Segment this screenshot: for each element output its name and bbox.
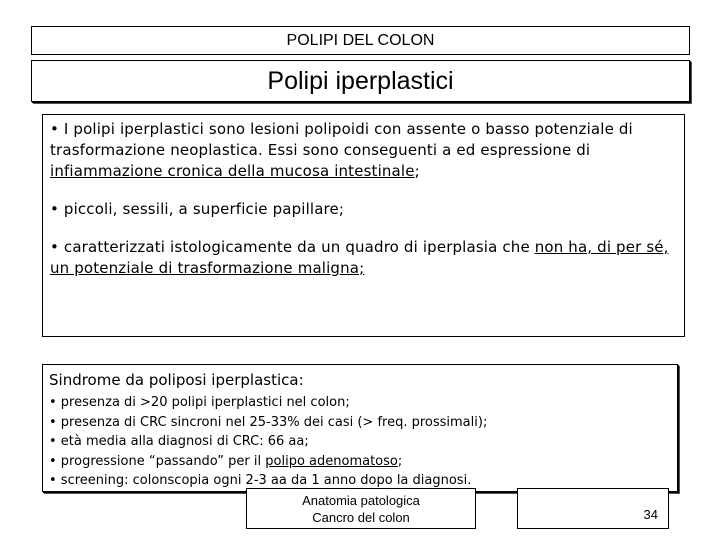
paragraph-histology	[50, 237, 676, 279]
footer-line-1: Anatomia patologica	[302, 492, 420, 508]
paragraph-definition-text: • I polipi iperplastici sono lesioni polipoidi con assente o basso potenziale di trasformazione neoplastica. Essi sono conseguenti a ed espressione di	[50, 120, 633, 159]
content-box	[42, 114, 685, 337]
paragraph-morphology	[50, 199, 676, 220]
page-number: 34	[643, 507, 658, 522]
paragraph-definition	[50, 119, 676, 182]
paragraph-definition-underlined: infiammazione cronica della mucosa intestinale	[50, 162, 415, 180]
paragraph-histology-text: • caratterizzati istologicamente da un quadro di iperplasia che	[50, 238, 535, 256]
syndrome-item-progression-pre: • progressione “passando” per il	[49, 453, 266, 469]
header-label: POLIPI DEL COLON	[286, 31, 435, 49]
slide-header	[31, 26, 690, 55]
paragraph-histology-underlined: non ha, di per sé, un potenziale di trasformazione maligna;	[50, 238, 669, 277]
slide-title: Polipi iperplastici	[267, 66, 454, 95]
slide-title-box	[31, 60, 690, 102]
syndrome-item-age: • età media alla diagnosi di CRC: 66 aa;	[49, 434, 309, 449]
syndrome-item-progression	[49, 452, 671, 472]
syndrome-item-progression-underlined: polipo adenomatoso	[265, 453, 398, 469]
syndrome-item-crc: • presenza di CRC sincroni nel 25-33% dei casi (> freq. prossimali);	[49, 414, 488, 430]
footer-box	[246, 488, 476, 529]
page-number-box	[517, 488, 669, 529]
syndrome-list	[49, 393, 671, 491]
paragraph-morphology-text: • piccoli, sessili, a superficie papillare;	[50, 200, 345, 218]
syndrome-item-progression-post: ;	[397, 453, 403, 469]
syndrome-title: Sindrome da poliposi iperplastica:	[49, 371, 304, 389]
footer-line-2: Cancro del colon	[312, 509, 410, 525]
syndrome-item-screening: • screening: colonscopia ogni 2-3 aa da 1 anno dopo la diagnosi.	[49, 473, 472, 488]
syndrome-box	[42, 364, 678, 492]
paragraph-definition-end: ;	[414, 162, 420, 180]
syndrome-item-count: • presenza di >20 polipi iperplastici nel colon;	[49, 395, 350, 410]
